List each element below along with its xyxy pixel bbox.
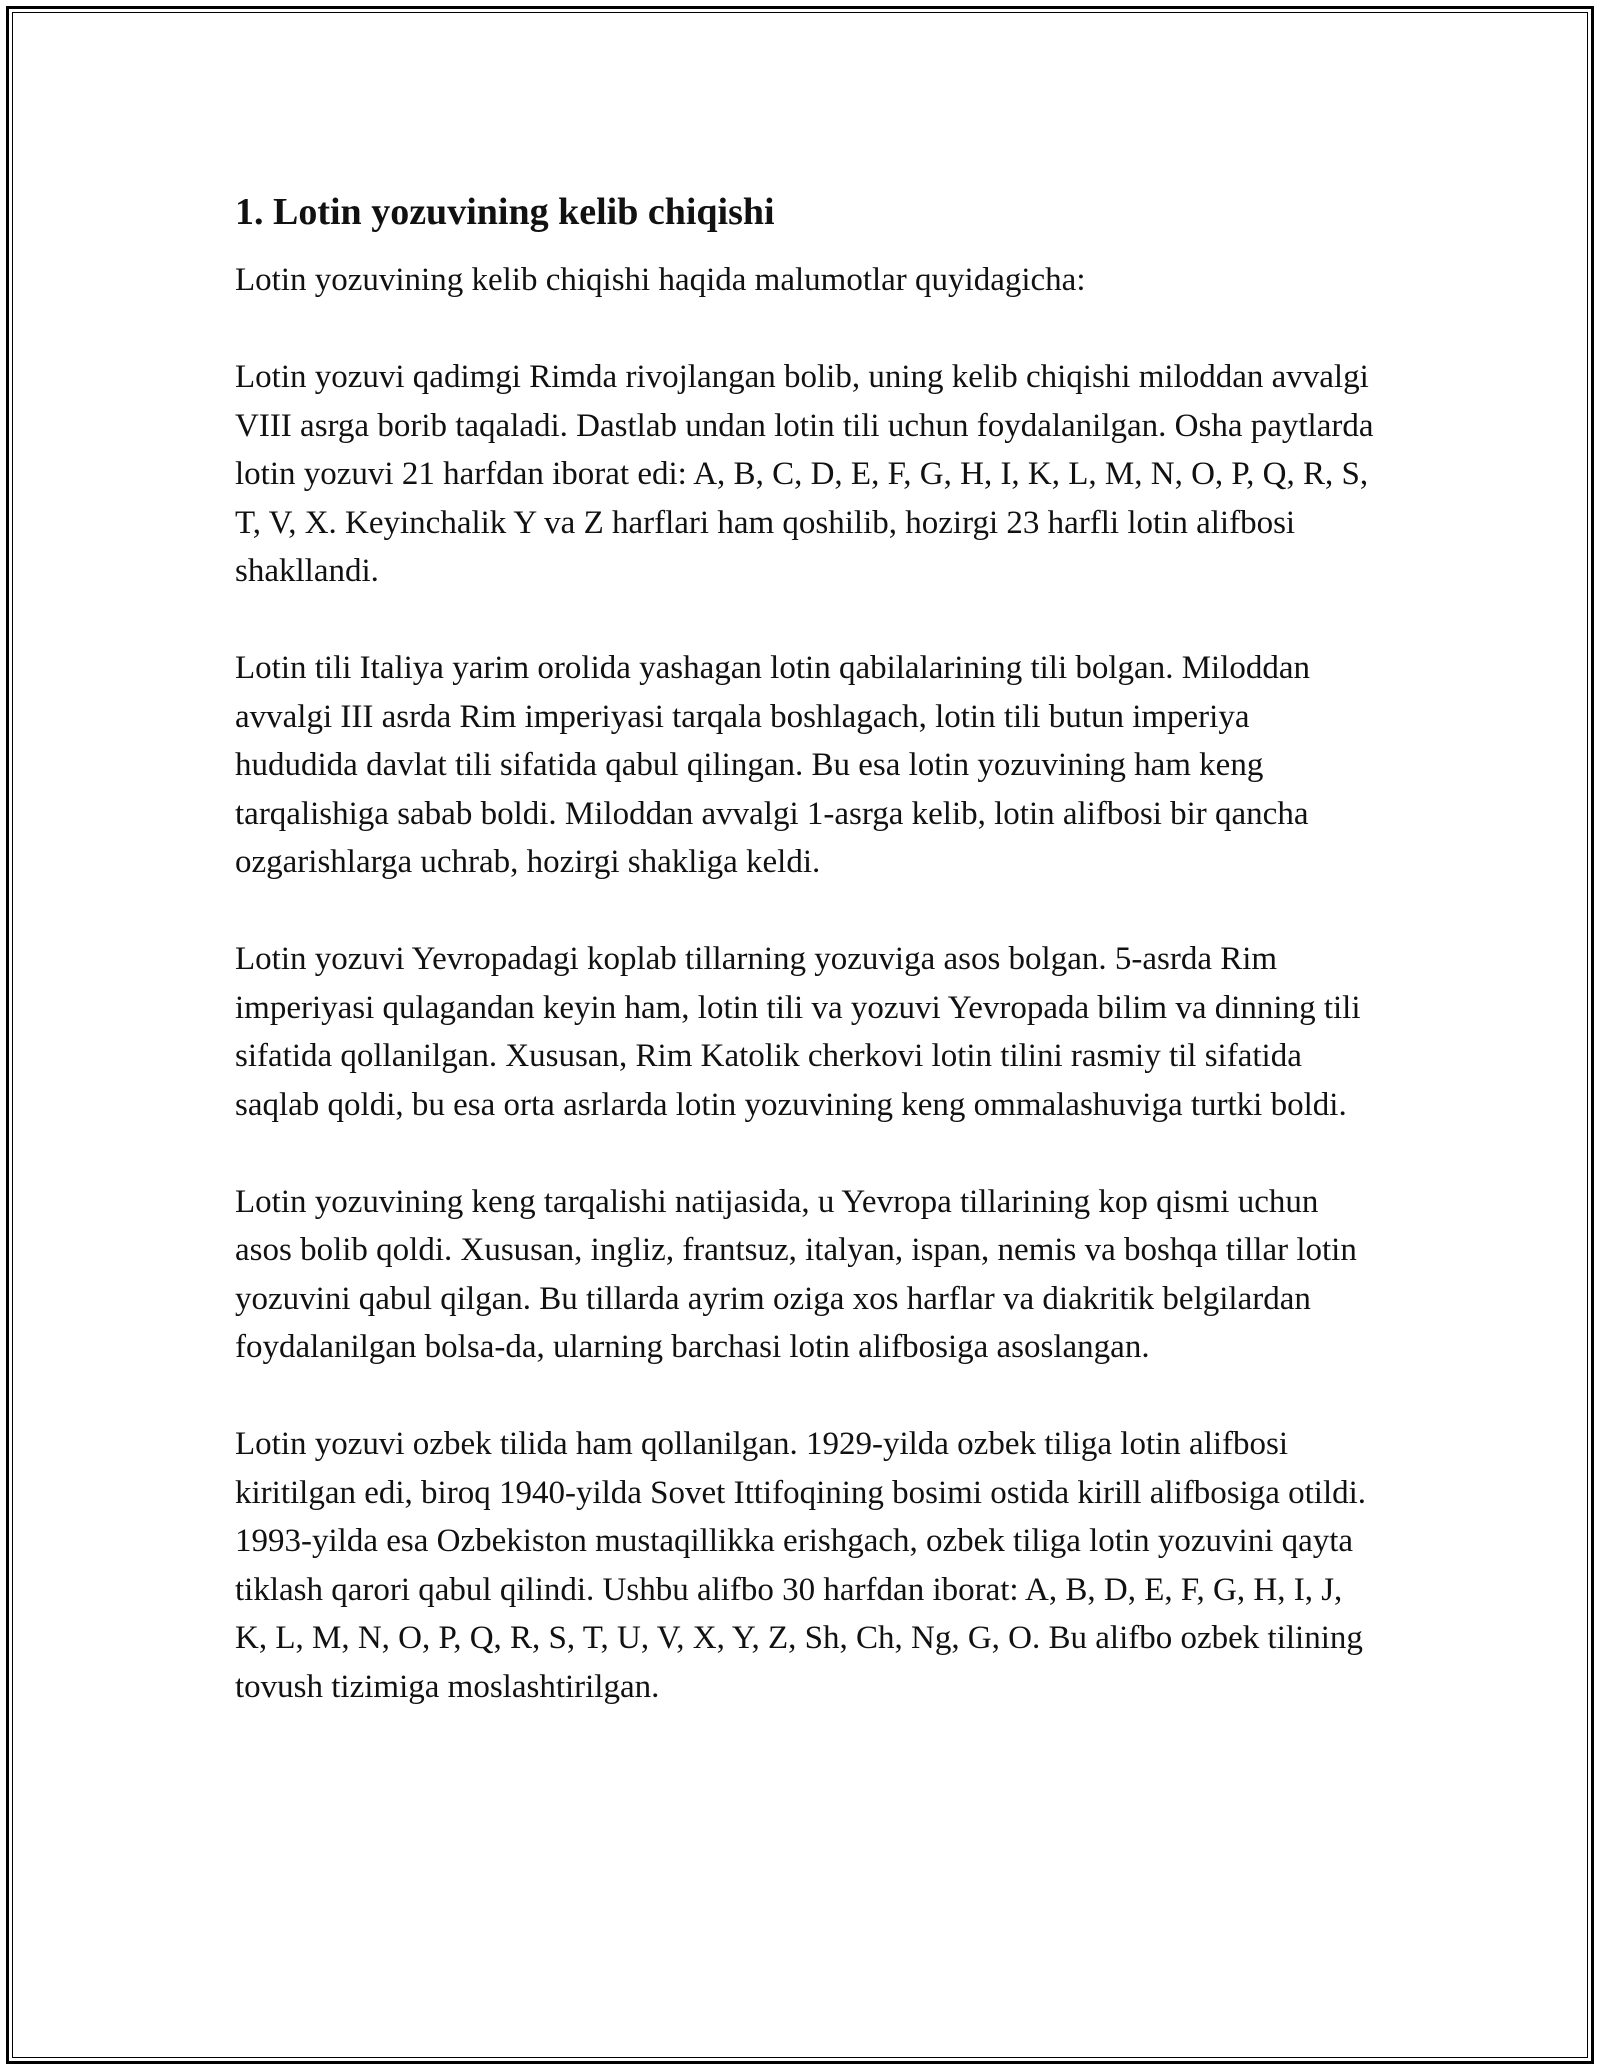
paragraph-uzbek-latin: Lotin yozuvi ozbek tilida ham qollanilgan. 1929-yilda ozbek tiliga lotin alifbosi kiritilgan edi, biroq 1940-yilda Sovet Ittifoqining bosimi ostida kirill alifbosiga otildi. 1993-yilda esa Ozbekiston mustaqillikka erishgach, ozbek tiliga lotin yozuvini qayta tiklash qarori qabul qilindi. Ushbu alifbo 30 harfdan iborat: A, B, D, E, F, G, H, I, J, K, L, M, N, O, P, Q, R, S, T, U, V, X, Y, Z, Sh, Ch, Ng, G, O. Bu alifbo ozbek tilining tovush tizimiga moslashtirilgan. (235, 1426, 1367, 1705)
section-heading: 1. Lotin yozuvining kelib chiqishi (235, 191, 775, 233)
paragraph-european-adoption: Lotin yozuvining keng tarqalishi natijasida, u Yevropa tillarining kop qismi uchun asos bolib qoldi. Xususan, ingliz, frantsuz, italyan, ispan, nemis va boshqa tillar lotin yozuvini qabul qilgan. Bu tillarda ayrim oziga xos harflar va diakritik belgilardan foydalanilgan bolsa-da, ularning barchasi lotin alifbosiga asoslangan. (235, 1183, 1357, 1365)
paragraph-origins-rome: Lotin yozuvi qadimgi Rimda rivojlangan bolib, uning kelib chiqishi miloddan avvalgi VIII asrga borib taqaladi. Dastlab undan lotin tili uchun foydalanilgan. Osha paytlarda lotin yozuvi 21 harfdan iborat edi: A, B, C, D, E, F, G, H, I, K, L, M, N, O, P, Q, R, S, T, V, X. Keyinchalik Y va Z harflari ham qoshilib, hozirgi 23 harfli lotin alifbosi shakllandi. (235, 359, 1374, 589)
paragraph-europe-languages: Lotin yozuvi Yevropadagi koplab tillarning yozuviga asos bolgan. 5-asrda Rim imperiyasi qulagandan keyin ham, lotin tili va yozuvi Yevropada bilim va dinning tili sifatida qollanilgan. Xususan, Rim Katolik cherkovi lotin tilini rasmiy til sifatida saqlab qoldi, bu esa orta asrlarda lotin yozuvining keng ommalashuviga turtki boldi. (235, 941, 1361, 1123)
document-body (235, 188, 1375, 1760)
paragraph-latin-language-spread: Lotin tili Italiya yarim orolida yashagan lotin qabilalarining tili bolgan. Miloddan avvalgi III asrda Rim imperiyasi tarqala boshlagach, lotin tili butun imperiya hududida davlat tili sifatida qabul qilingan. Bu esa lotin yozuvining ham keng tarqalishiga sabab boldi. Miloddan avvalgi 1-asrga kelib, lotin alifbosi bir qancha ozgarishlarga uchrab, hozirgi shakliga keldi. (235, 650, 1311, 880)
intro-paragraph: Lotin yozuvining kelib chiqishi haqida malumotlar quyidagicha: (235, 262, 1086, 298)
